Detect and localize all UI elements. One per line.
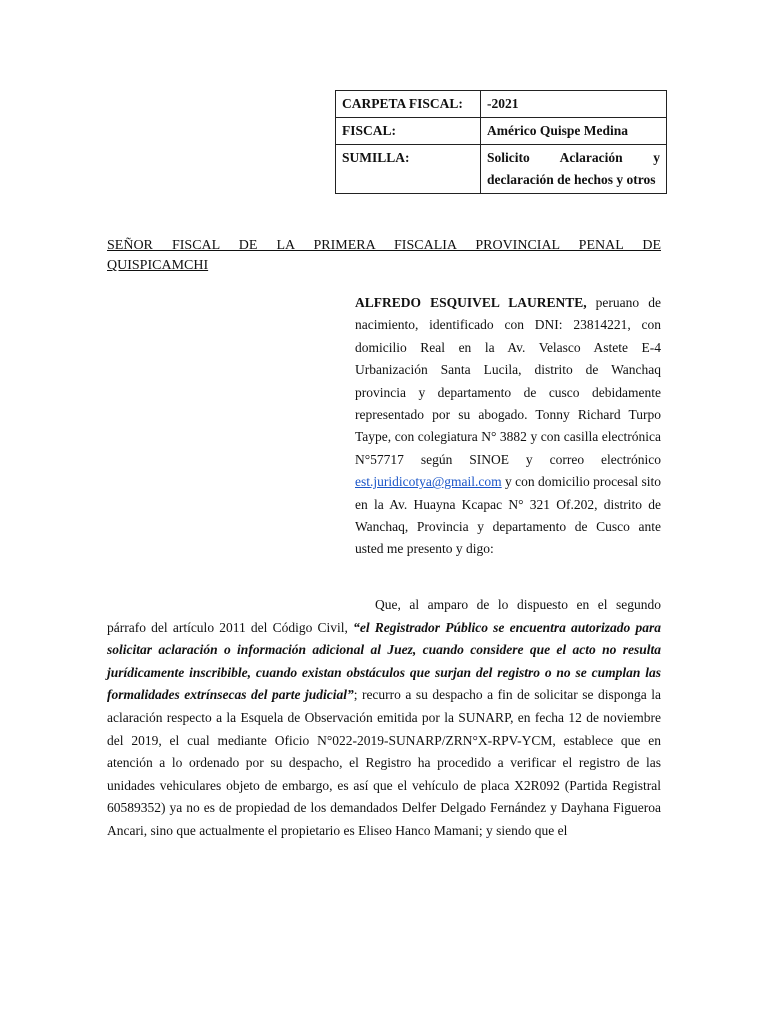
petitioner-name: ALFREDO ESQUIVEL LAURENTE, <box>355 295 587 310</box>
sumilla-value: Solicito Aclaración y declaración de hechos y otros <box>481 145 667 194</box>
table-row <box>336 91 667 118</box>
sumilla-label: SUMILLA: <box>336 145 481 194</box>
addressee-line-2: QUISPICAMCHI <box>107 258 209 273</box>
table-row <box>336 118 667 145</box>
body-rest: ; recurro a su despacho a fin de solicitar se disponga la aclaración respecto a la Esquela de Observación emitida por la SUNARP, en fecha 12 de noviembre del 2019, el cual mediante Oficio N°022-2019-SUNARP/ZRN°X-RPV-YCM, establece que en atención a lo ordenado por su despacho, el Registro ha procedido a verificar el registro de las unidades vehiculares objeto de embargo, es así que el vehículo de placa X2R092 (Partida Registral 60589352) ya no es de propiedad de los demandados Delfer Delgado Fernández y Dayhana Figueroa Ancari, sino que actualmente el propietario es Eliseo Hanco Mamani; y siendo que el <box>107 687 661 838</box>
table-row <box>336 145 667 194</box>
petitioner-details: peruano de nacimiento, identificado con DNI: 23814221, con domicilio Real en la Av. Velasco Astete E-4 Urbanización Santa Lucila, distrito de Wanchaq provincia y departamento de cusco debidamente representado por su abogado. Tonny Richard Turpo Taype, con colegiatura N° 3882 y con casilla electrónica N°57717 según SINOE y correo electrónico <box>355 295 661 467</box>
petitioner-paragraph <box>355 292 661 561</box>
petitioner-details-continued: y con domicilio procesal sito en la Av. Huayna Kcapac N° 321 Of.202, distrito de Wanchaq, Provincia y departamento de Cusco ante usted me presento y digo: <box>355 474 661 557</box>
email-link[interactable]: est.juridicotya@gmail.com <box>355 474 502 490</box>
fiscal-value: Américo Quispe Medina <box>481 118 667 145</box>
body-paragraph <box>107 594 661 843</box>
civil-code-quote: “el Registrador Público se encuentra autorizado para solicitar aclaración o información adicional al Juez, cuando considere que el acto no resulta jurídicamente inscribible, cuando existan obstáculos que surjan del registro o no se cumplan las formalidades extrínsecas del parte judicial” <box>107 619 661 703</box>
carpeta-fiscal-label: CARPETA FISCAL: <box>336 91 481 118</box>
addressee-heading <box>107 236 661 276</box>
body-intro: Que, al amparo de lo dispuesto en el segundo párrafo del artículo 2011 del Código Civil, <box>107 597 661 635</box>
case-header-table <box>335 90 667 194</box>
fiscal-label: FISCAL: <box>336 118 481 145</box>
carpeta-fiscal-value: -2021 <box>481 91 667 118</box>
addressee-line-1: SEÑOR FISCAL DE LA PRIMERA FISCALIA PROVINCIAL PENAL DE <box>107 238 661 253</box>
